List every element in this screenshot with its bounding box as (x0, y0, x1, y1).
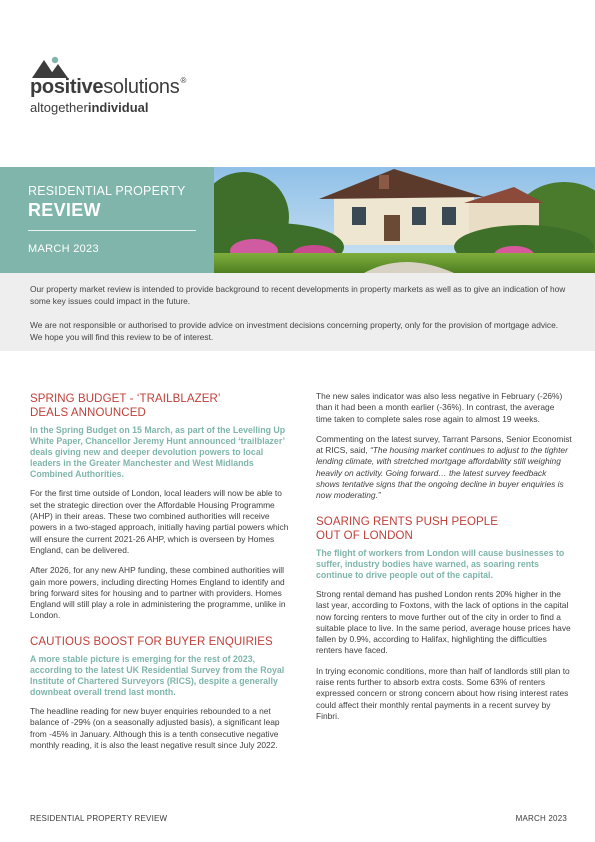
header-banner (0, 167, 595, 273)
intro-paragraph: Our property market review is intended to provide background to recent developments in property markets as well as to give an indication of how some key issues could impact in the future. (30, 284, 566, 306)
logo-mark-icon (32, 56, 72, 78)
body-paragraph: After 2026, for any new AHP funding, these combined authorities will gain more powers, including directing Homes England to identify and bring forward sites for housing and to partner with providers. Homes England will still play a role in administering the programme, unlike in London. (30, 565, 286, 621)
banner-divider (28, 230, 196, 231)
section-lead: The flight of workers from London will cause businesses to suffer, industry bodies have warned, as soaring rents continue to drive people out of the capital. (316, 547, 565, 580)
logo-wordmark: positivesolutions® (30, 76, 187, 98)
house-photo (214, 167, 595, 273)
footer-title: RESIDENTIAL PROPERTY REVIEW (30, 814, 168, 823)
quote-paragraph: Commenting on the latest survey, Tarrant Parsons, Senior Economist at RICS, said, “The housing market continues to adjust to the tighter lending climate, with stretched mortgage affordability still weighing heavily on activity. Going forward… the latest survey feedback shows tentative signs that the ongoing decline in buyer enquiries is now moderating.” (316, 433, 572, 501)
section-lead: In the Spring Budget on 15 March, as part of the Levelling Up White Paper, Chancellor Jeremy Hunt announced ‘trailblazer’ deals giving new and deeper devolution powers to local leaders in the Greater Manchester and West Midlands Combined Authorities. (30, 425, 286, 480)
body-paragraph: The new sales indicator was also less negative in February (-26%) than it had been a month earlier (-36%). In contrast, the average time taken to complete sales rose again to almost 19 weeks. (316, 391, 563, 424)
company-logo (30, 56, 230, 120)
intro-box (0, 273, 595, 351)
footer-date: MARCH 2023 (515, 814, 567, 823)
banner-kicker: RESIDENTIAL PROPERTY (28, 184, 186, 198)
body-paragraph: Strong rental demand has pushed London rents 20% higher in the last year, according to Foxtons, with the lack of options in the capital now forcing renters to move further out of the city in order to find a suitable place to live. In the same period, average house prices have fallen by 0.9%, according to Halifax, highlighting the difficulties renters have faced. (316, 588, 571, 656)
right-column (316, 391, 572, 731)
body-paragraph: The headline reading for new buyer enquiries rebounded to a net balance of -29% (on a seasonally adjusted basis), a significant leap from -45% in January. Although this is a tenth consecutive negative monthly reading, it is also the least negative result since July 2022. (30, 706, 280, 750)
banner-title: REVIEW (28, 200, 101, 220)
body-paragraph: In trying economic conditions, more than half of landlords still plan to raise rents further to absorb extra costs. Some 63% of renters expressed concern or strong concern about how rising interest rates could affect their monthly rental payments in a recent survey by Finbri. (316, 665, 570, 721)
section-lead: A more stable picture is emerging for the rest of 2023, according to the latest UK Residential Survey from the Royal Institute of Chartered Surveyors (RICS), despite a generally downbeat overall trend last month. (30, 653, 285, 698)
banner-title-panel (0, 167, 214, 273)
body-paragraph: For the first time outside of London, local leaders will now be able to set the strategic direction over the Affordable Housing Programme (AHP) in their areas. These two combined authorities will receive powers in a two-staged approach, initially having partial powers which will ensure the current 2021-26 AHP, which is overseen by Homes England, can be delivered. (30, 488, 289, 555)
banner-date: MARCH 2023 (28, 243, 99, 255)
left-column (30, 392, 292, 760)
logo-tagline: altogetherindividual (30, 100, 149, 115)
section-heading: SPRING BUDGET - ‘TRAILBLAZER’ DEALS ANNOUNCED (30, 393, 221, 419)
section-heading: CAUTIOUS BOOST FOR BUYER ENQUIRIES (30, 635, 273, 648)
section-heading: SOARING RENTS PUSH PEOPLE OUT OF LONDON (316, 515, 499, 542)
intro-paragraph: We are not responsible or authorised to provide advice on investment decisions concerning property, only for the provision of mortgage advice. We hope you will find this review to be of interest. (30, 320, 559, 342)
